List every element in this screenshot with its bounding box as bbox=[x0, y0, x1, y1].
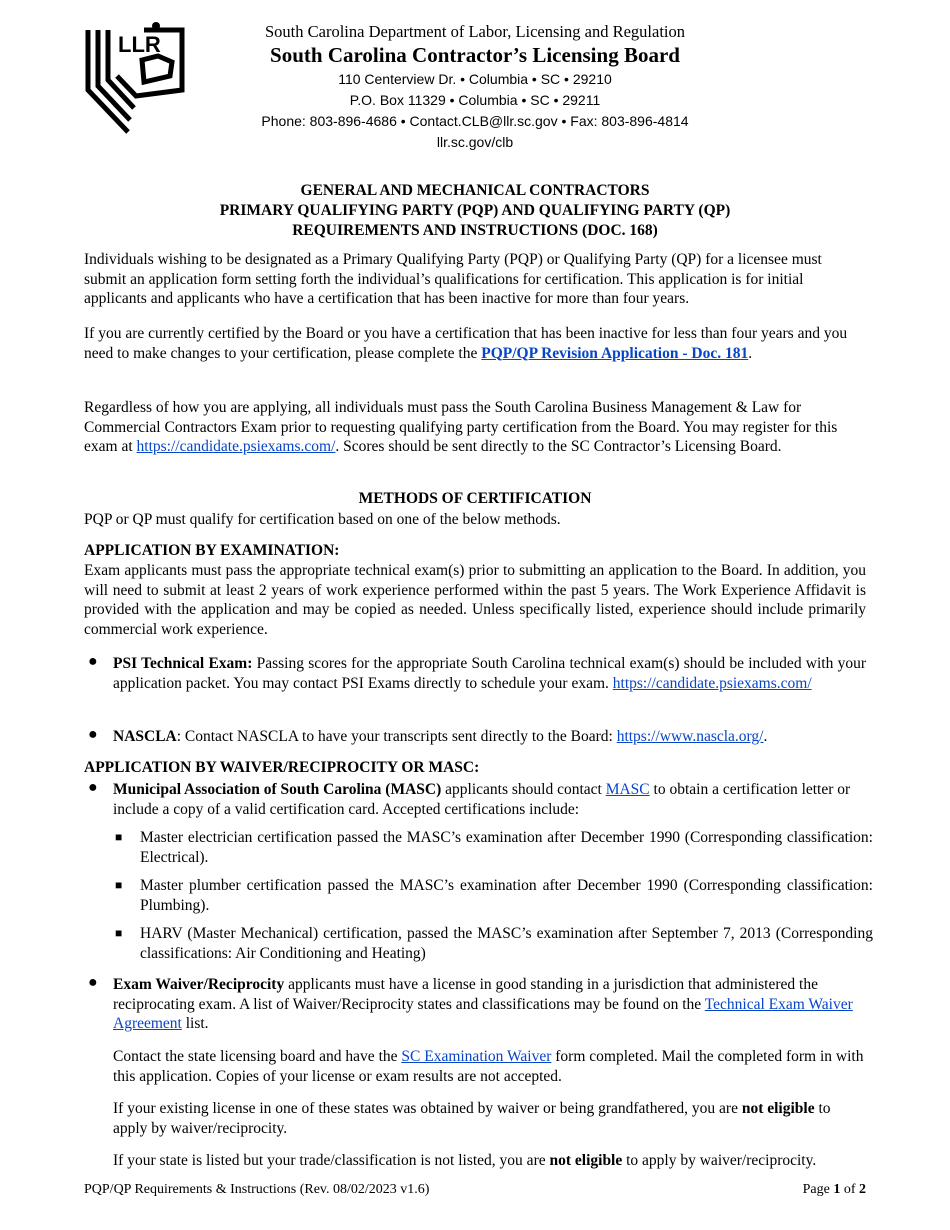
waiver-heading: APPLICATION BY WAIVER/RECIPROCITY OR MASC: bbox=[84, 759, 480, 776]
title-line-2: PRIMARY QUALIFYING PARTY (PQP) AND QUALIFYING PARTY (QP) bbox=[219, 202, 731, 219]
masc-item-plumber: Master plumber certification passed the MASC’s examination after December 1990 (Corresponding classification: Plumbing). bbox=[140, 877, 873, 914]
reciprocity-item: Exam Waiver/Reciprocity applicants must have a license in good standing in a jurisdiction that administered the reciprocating exam. A list of Waiver/Reciprocity states and classifications may be found on the Technical Exam Waiver Agreement list. bbox=[113, 976, 853, 1032]
intro-paragraph-2: If you are currently certified by the Board or you have a certification that has been inactive for less than four years and you need to make changes to your certification, please complete the PQP/QP Revision Application - Doc. 181. bbox=[84, 325, 848, 362]
masc-link[interactable]: MASC bbox=[605, 781, 650, 798]
bullet-icon: ● bbox=[88, 726, 98, 743]
page-number: Page 1 of 2 bbox=[802, 1182, 866, 1197]
bullet-icon: ● bbox=[88, 653, 98, 670]
intro-paragraph-1: Individuals wishing to be designated as a Primary Qualifying Party (PQP) or Qualifying Party (QP) for a licensee must submit an application form setting forth the individual’s qualifications for certification. This application is for initial applicants and applicants who have a certification that has been inactive for more than four years. bbox=[84, 251, 822, 307]
exam-heading: APPLICATION BY EXAMINATION: bbox=[84, 542, 340, 559]
square-bullet-icon: ■ bbox=[115, 926, 123, 940]
footer-revision: PQP/QP Requirements & Instructions (Rev. 08/02/2023 v1.6) bbox=[84, 1182, 430, 1197]
title-line-1: GENERAL AND MECHANICAL CONTRACTORS bbox=[300, 182, 650, 199]
revision-application-link[interactable]: PQP/QP Revision Application - Doc. 181 bbox=[481, 344, 749, 362]
bullet-icon: ● bbox=[88, 779, 98, 796]
nascla-item: NASCLA: Contact NASCLA to have your transcripts sent directly to the Board: https://www.nascla.org/. bbox=[113, 728, 768, 745]
methods-heading: METHODS OF CERTIFICATION bbox=[358, 490, 592, 507]
grandfathered-paragraph: If your existing license in one of these states was obtained by waiver or being grandfathered, you are not eligible to apply by waiver/reciprocity. bbox=[113, 1100, 831, 1137]
exam-paragraph: Exam applicants must pass the appropriate technical exam(s) prior to submitting an application to the Board. In addition, you will need to submit at least 2 years of work experience performed within the past 5 years. The Work Experience Affidavit is provided with the application and may be copied as needed. Unless specifically listed, experience should include primarily commercial work experience. bbox=[84, 562, 866, 638]
po-box-address: P.O. Box 11329 • Columbia • SC • 29211 bbox=[349, 92, 601, 108]
logo-text: LLR bbox=[118, 32, 161, 57]
sc-examination-waiver-link[interactable]: SC Examination Waiver bbox=[401, 1048, 552, 1065]
title-line-3: REQUIREMENTS AND INSTRUCTIONS (DOC. 168) bbox=[292, 222, 658, 239]
website: llr.sc.gov/clb bbox=[436, 134, 514, 150]
psi-exam-link[interactable]: https://candidate.psiexams.com/ bbox=[612, 674, 812, 692]
contact-line: Phone: 803-896-4686 • Contact.CLB@llr.sc.gov • Fax: 803-896-4814 bbox=[261, 113, 689, 129]
contact-board-paragraph: Contact the state licensing board and have the SC Examination Waiver form completed. Mail the completed form in with this application. Copies of your license or exam results are not accepted. bbox=[113, 1048, 864, 1085]
llr-logo bbox=[84, 20, 188, 138]
board-name: South Carolina Contractor’s Licensing Board bbox=[270, 43, 680, 67]
street-address: 110 Centerview Dr. • Columbia • SC • 29210 bbox=[338, 71, 612, 87]
intro-paragraph-3: Regardless of how you are applying, all individuals must pass the South Carolina Business Management & Law for Commercial Contractors Exam prior to requesting qualifying party certification from the Board. You may register for this exam at https://candidate.psiexams.com/. Scores should be sent directly to the SC Contractor’s Licensing Board. bbox=[84, 399, 838, 455]
methods-text: PQP or QP must qualify for certification based on one of the below methods. bbox=[84, 511, 561, 528]
nascla-link[interactable]: https://www.nascla.org/ bbox=[616, 728, 764, 745]
logo-dot-icon bbox=[152, 22, 160, 30]
waiver-agreement-link[interactable]: Technical Exam Waiver Agreement bbox=[113, 995, 853, 1032]
psi-exam-item: PSI Technical Exam: Passing scores for the appropriate South Carolina technical exam(s) should be included with your application packet. You may contact PSI Exams directly to schedule your exam. https://candidate.psiexams.com/ bbox=[113, 655, 866, 692]
masc-item-harv: HARV (Master Mechanical) certification, passed the MASC’s examination after September 7, 2013 (Corresponding classifications: Air Conditioning and Heating) bbox=[140, 925, 873, 962]
masc-item-electrician: Master electrician certification passed the MASC’s examination after December 1990 (Corresponding classification: Electrical). bbox=[140, 829, 873, 866]
square-bullet-icon: ■ bbox=[115, 830, 123, 844]
masc-item: Municipal Association of South Carolina (MASC) applicants should contact MASC to obtain a certification letter or include a copy of a valid certification card. Accepted certifications include: bbox=[113, 781, 851, 818]
square-bullet-icon: ■ bbox=[115, 878, 123, 892]
psi-candidate-link[interactable]: https://candidate.psiexams.com/ bbox=[136, 438, 336, 455]
department-name: South Carolina Department of Labor, Licensing and Regulation bbox=[265, 22, 685, 41]
bullet-icon: ● bbox=[88, 974, 98, 991]
state-listed-paragraph: If your state is listed but your trade/classification is not listed, you are not eligible to apply by waiver/reciprocity. bbox=[113, 1152, 817, 1169]
